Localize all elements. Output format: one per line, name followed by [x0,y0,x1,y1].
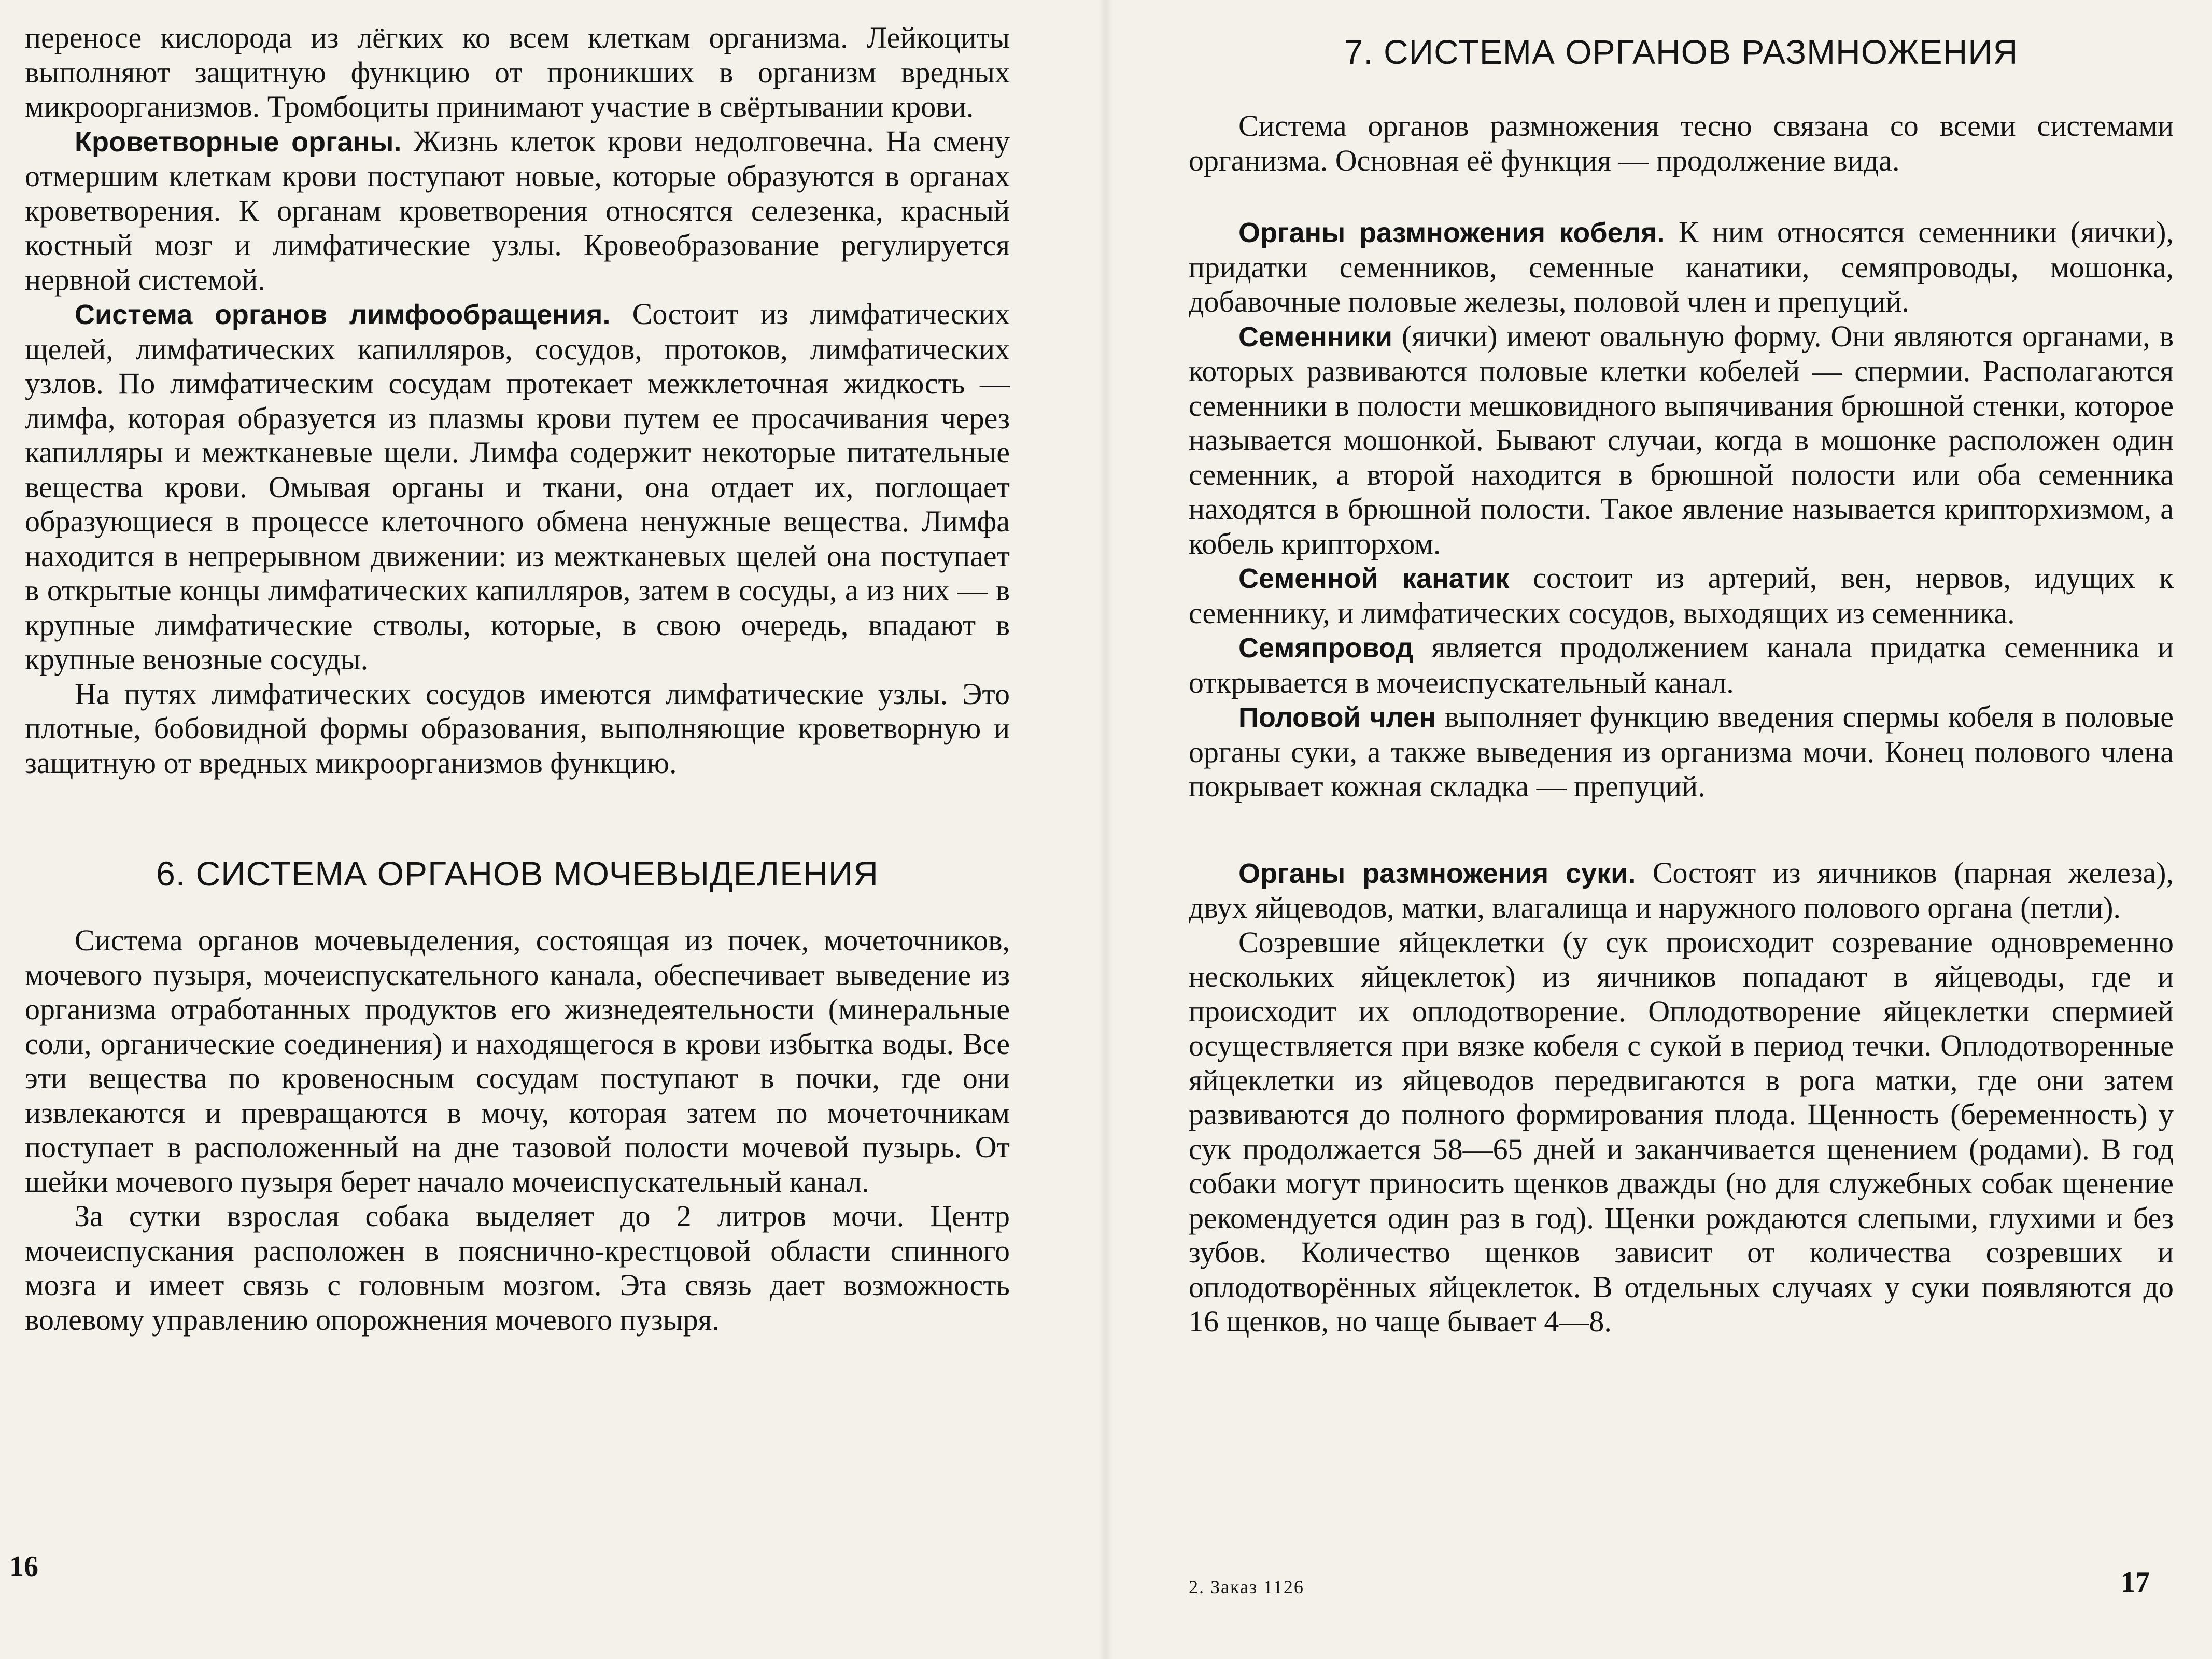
paragraph-reproductive-intro: Система органов размножения тесно связана со всеми системами организма. Основная её функция — продолжение вида. [1189,109,2174,177]
paragraph-spermatic-cord: Семенной канатик состоит из артерий, вен, нервов, идущих к семеннику, и лимфатических сосудов, выходящих из семенника. [1189,561,2174,630]
term-heading: Семяпровод [1238,632,1414,664]
paragraph-vas-deferens: Семяпровод является продолжением канала придатка семенника и открывается в мочеиспускательный канал. [1189,630,2174,699]
paragraph-male-organs: Органы размножения кобеля. К ним относятся семенники (яички), придатки семенников, семенные канатики, семяпроводы, мошонка, добавочные половые железы, половой член и препуций. [1189,215,2174,318]
printer-signature: 2. Заказ 1126 [1189,1577,1304,1597]
paragraph-urination: За сутки взрослая собака выделяет до 2 литров мочи. Центр мочеиспускания расположен в пояснично-крестцовой области спинного мозга и имеет связь с головным мозгом. Эта связь дает возможность волевому управлению опорожнения мочевого пузыря. [25,1199,1010,1337]
paragraph-hematopoietic-organs: Кроветворные органы. Жизнь клеток крови недолговечна. На смену отмершим клеткам крови поступают новые, которые образуются в органах кроветворения. К органам кроветворения относятся селезенка, красный костный мозг и лимфатические узлы. Кровеобразование регулируется нервной системой. [25,124,1010,297]
term-heading: Семенной канатик [1238,563,1510,594]
page-number-left: 16 [9,1551,38,1583]
term-heading: Половой член [1238,702,1436,733]
paragraph-urinary-system: Система органов мочевыделения, состоящая из почек, мочеточников, мочевого пузыря, мочеиспускательного канала, обеспечивает выведение из организма отработанных продуктов его жизнедеятельности (минеральные соли, органические соединения) и находящегося в крови избытка воды. Все эти вещества по кровеносным сосудам поступают в почки, где они извлекаются и превращаются в мочу, которая затем по мочеточникам поступает в расположенный на дне тазовой полости мочевой пузырь. От шейки мочевого пузыря берет начало мочеиспускательный канал. [25,923,1010,1199]
section-heading-urinary: 6. СИСТЕМА ОРГАНОВ МОЧЕВЫДЕЛЕНИЯ [156,854,879,893]
paragraph-lymphatic-system: Система органов лимфообращения. Состоит из лимфатических щелей, лимфатических капилляров, сосудов, протоков, лимфатических узлов. По лимфатическим сосудам протекает межклеточная жидкость — лимфа, которая образуется из плазмы крови путем ее просачивания через капилляры и межтканевые щели. Лимфа содержит некоторые питательные вещества крови. Омывая органы и ткани, она отдает их, поглощает образующиеся в процессе клеточного обмена ненужные вещества. Лимфа находится в непрерывном движении: из межтканевых щелей она поступает в открытые концы лимфатических капилляров, затем в сосуды, а из них — в крупные лимфатические стволы, которые, в свою очередь, впадают в крупные венозные сосуды. [25,297,1010,676]
paragraph-penis: Половой член выполняет функцию введения спермы кобеля в половые органы суки, а также выведения из организма мочи. Конец полового члена покрывает кожная складка — препуций. [1189,700,2174,803]
term-heading: Кроветворные органы. [75,126,402,158]
term-heading: Семенники [1238,321,1392,353]
left-text-column [25,21,1010,1337]
paragraph-testes: Семенники (яички) имеют овальную форму. Они являются органами, в которых развиваются половые клетки кобелей — спермии. Располагаются семенники в полости мешковидного выпячивания брюшной стенки, которое называется мошонкой. Бывают случаи, когда в мошонке расположен один семенник, а второй находится в брюшной полости или оба семенника находятся в брюшной полости. Такое явление называется крипторхизмом, а кобель крипторхом. [1189,319,2174,560]
paragraph-blood-cells: переносе кислорода из лёгких ко всем клеткам организма. Лейкоциты выполняют защитную функцию от проникших в организм вредных микроорганизмов. Тромбоциты принимают участие в свёртывании крови. [25,21,1010,123]
paragraph-lymph-nodes: На путях лимфатических сосудов имеются лимфатические узлы. Это плотные, бобовидной формы образования, выполняющие кроветворную и защитную от вредных микроорганизмов функцию. [25,677,1010,780]
term-heading: Органы размножения кобеля. [1238,217,1665,248]
term-heading: Система органов лимфообращения. [75,299,611,330]
right-page [1106,0,2212,1659]
right-text-column [1189,21,2174,1339]
paragraph-female-organs: Органы размножения суки. Состоят из яичников (парная железа), двух яйцеводов, матки, влагалища и наружного полового органа (петли). [1189,855,2174,924]
paragraph-fertilization: Созревшие яйцеклетки (у сук происходит созревание одновременно нескольких яйцеклеток) из яичников попадают в яйцеводы, где и происходит их оплодотворение. Оплодотворение яйцеклетки спермией осуществляется при вязке кобеля с сукой в период течки. Оплодотворенные яйцеклетки из яйцеводов передвигаются в рога матки, где они затем развиваются до полного формирования плода. Щенность (беременность) у сук продолжается 58—65 дней и заканчивается щенением (родами). В год собаки могут приносить щенков дважды (но для служебных собак щенение рекомендуется один раз в год). Щенки рождаются слепыми, глухими и без зубов. Количество щенков зависит от количества созревших и оплодотворённых яйцеклеток. В отдельных случаях у суки появляются до 16 щенков, но чаще бывает 4—8. [1189,925,2174,1338]
page-number-right: 17 [2121,1566,2150,1598]
term-heading: Органы размножения суки. [1238,857,1636,889]
section-heading-reproductive: 7. СИСТЕМА ОРГАНОВ РАЗМНОЖЕНИЯ [1344,33,2019,71]
